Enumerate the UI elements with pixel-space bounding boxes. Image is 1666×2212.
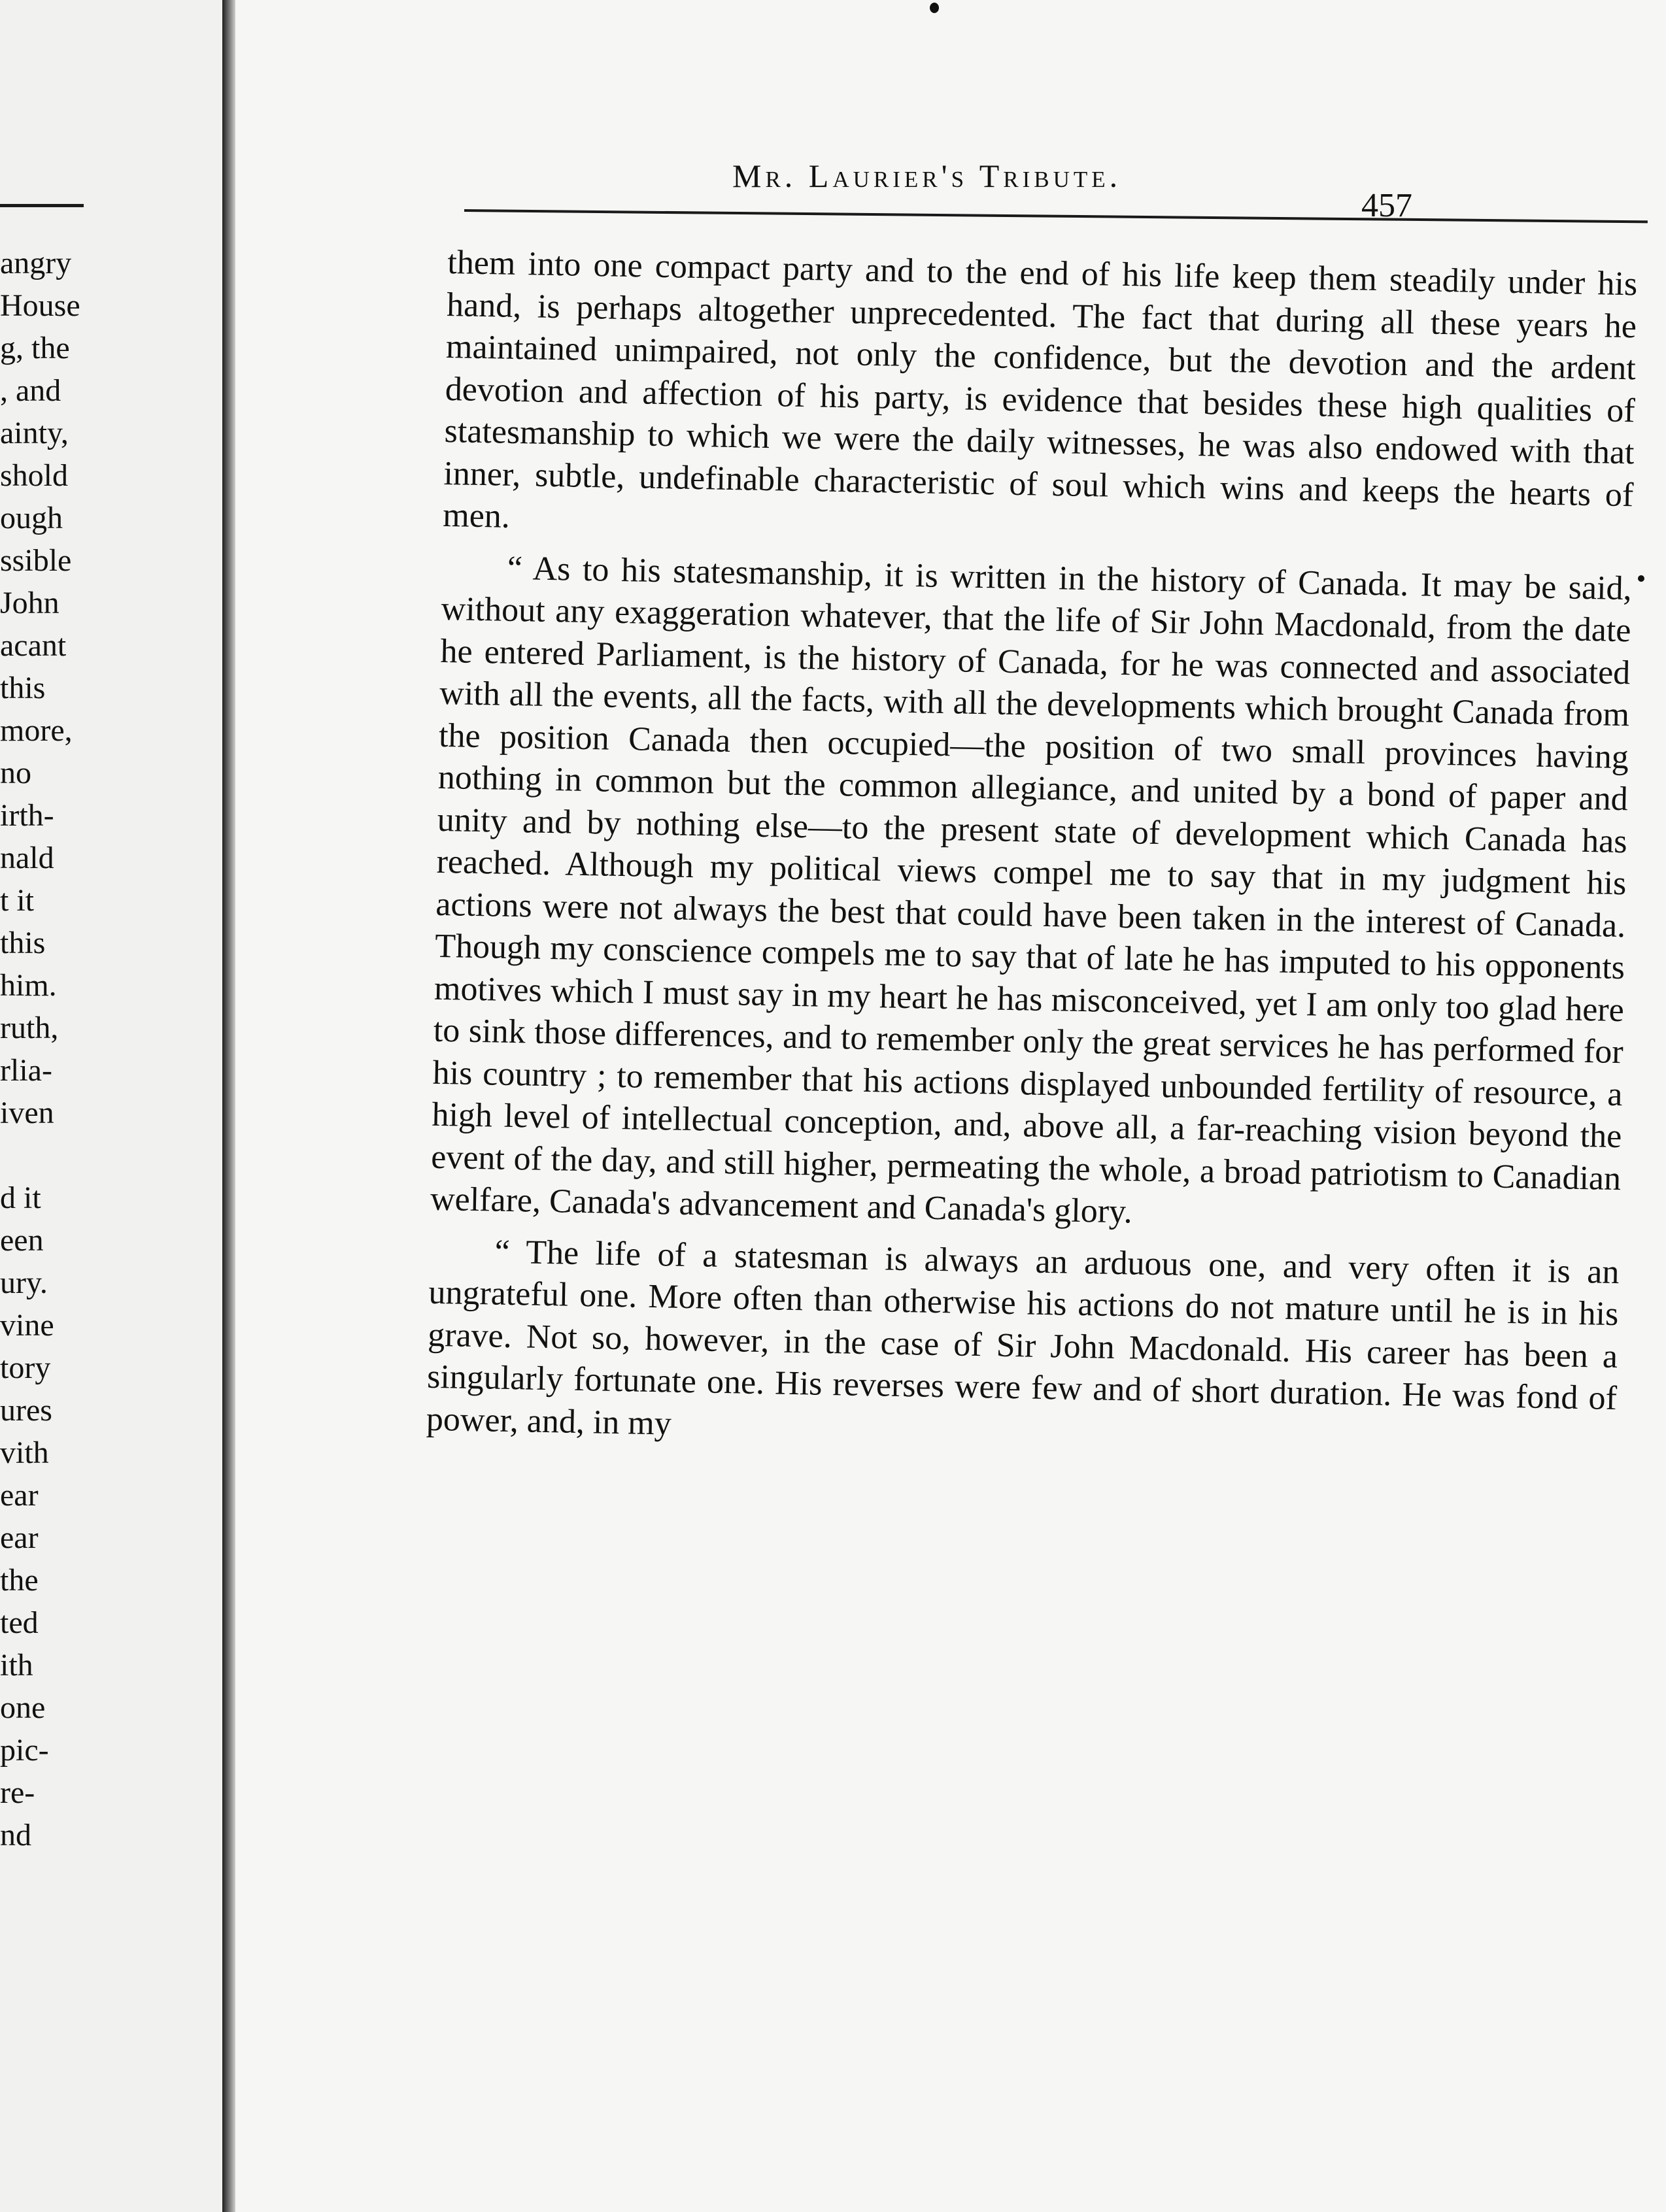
left-page-line: rlia-: [0, 1053, 52, 1088]
left-page-line: John: [0, 586, 60, 620]
body-text: [426, 242, 1638, 1471]
left-page-line: ssible: [0, 543, 72, 578]
left-page-line: d it: [0, 1181, 41, 1215]
paragraph-continuation: them into one compact party and to the end of his life keep them steadily under his hand, is perhaps altogether unprecedented. The fact that during all these years he maintained unimpaired, not only the confidence, but the devotion and the ardent devotion and affection of his party, is evidence that besides these high qualities of statesmanship to which we were the daily witnesses, he was also endowed with that inner, subtle, undefinable characteristic of soul which wins and keeps the hearts of men.: [442, 243, 1638, 535]
book-gutter: [222, 0, 235, 2212]
left-page-line: more,: [0, 713, 73, 748]
main-page: [235, 0, 1666, 2212]
left-page-line: ainty,: [0, 416, 69, 450]
left-page-line: ear: [0, 1520, 39, 1555]
left-page-line: angry: [0, 246, 72, 280]
left-page-line: acant: [0, 628, 67, 663]
paragraph-statesmanship: “ As to his statesmanship, it is written in the history of Canada. It may be said, without any exaggeration whatever, that the life of Sir John Macdonald, from the date he entered Parliament, is the history of Canada, for he was connected and associated with all the events, all the facts, with all the developments which brought Canada from the position Canada then occupied—the position of two small provinces having nothing in common but the common allegiance, and united by a bond of paper and unity and by nothing else—to the present state of development which Canada has reached. Although my political views compel me to say that in my judgment his actions were not always the best that could have been taken in the interest of Canada. Though my conscience compels me to say that of late he has imputed to his opponents motives which I must say in my heart he has misconceived, yet I am only too glad here to sink those differences, and to remember only the great services he has performed for his country ; to remember that his actions displayed unbounded fertility of resource, a high level of intellectual conception, and, above all, a far-reaching vision beyond the event of the day, and still higher, permeating the whole, a broad patriotism to Canadian welfare, Canada's advancement and Canada's glory.: [430, 549, 1633, 1231]
page-number: 457: [1361, 187, 1412, 224]
left-page-line: ures: [0, 1393, 52, 1428]
left-page-line: ith: [0, 1648, 33, 1683]
left-page-line: g, the: [0, 331, 70, 365]
left-page-line: vine: [0, 1308, 54, 1343]
running-header: [235, 150, 1666, 224]
paragraph-life-of-statesman: “ The life of a statesman is always an arduous one, and very often it is an ungrateful one. More often than otherwise his actions do not mature until he is in his grave. Not so, however, in the case of Sir John Macdonald. His career has been a singularly fortunate one. His reverses were few and of short duration. He was fond of power, and, in my: [426, 1233, 1620, 1443]
left-page-line: this: [0, 926, 46, 960]
left-page-line: no: [0, 756, 31, 790]
left-page-line: irth-: [0, 798, 54, 833]
left-page-line: re-: [0, 1775, 35, 1810]
left-page-line: tory: [0, 1350, 51, 1385]
left-page-line: him.: [0, 968, 57, 1003]
left-page-line: t it: [0, 883, 35, 918]
left-page-line: the: [0, 1563, 39, 1598]
left-page-line: ough: [0, 501, 63, 535]
left-page-line: iven: [0, 1096, 54, 1130]
left-page-line: pic-: [0, 1733, 49, 1768]
header-rule: [464, 209, 1648, 223]
left-page-line: ury.: [0, 1265, 48, 1300]
page-speck-right: [1638, 575, 1644, 582]
left-page-line: [0, 1134, 80, 1177]
left-page-line: nd: [0, 1818, 31, 1852]
left-page-line: ear: [0, 1478, 39, 1513]
left-page-line: shold: [0, 458, 69, 493]
left-page-line: House: [0, 288, 80, 323]
left-page-line: one: [0, 1690, 46, 1725]
running-title: Mr. Laurier's Tribute.: [732, 158, 1122, 194]
left-page-line: ted: [0, 1605, 39, 1640]
left-page-text-fragments: [0, 242, 80, 1856]
left-page-line: nald: [0, 841, 54, 875]
left-page-line: een: [0, 1223, 44, 1258]
page-speck-top: [930, 3, 939, 13]
left-page-line: vith: [0, 1435, 49, 1470]
left-facing-page: [0, 0, 222, 2212]
left-page-rule: [0, 204, 84, 207]
left-page-line: ruth,: [0, 1011, 59, 1045]
left-page-line: , and: [0, 373, 61, 408]
left-page-line: this: [0, 671, 46, 705]
